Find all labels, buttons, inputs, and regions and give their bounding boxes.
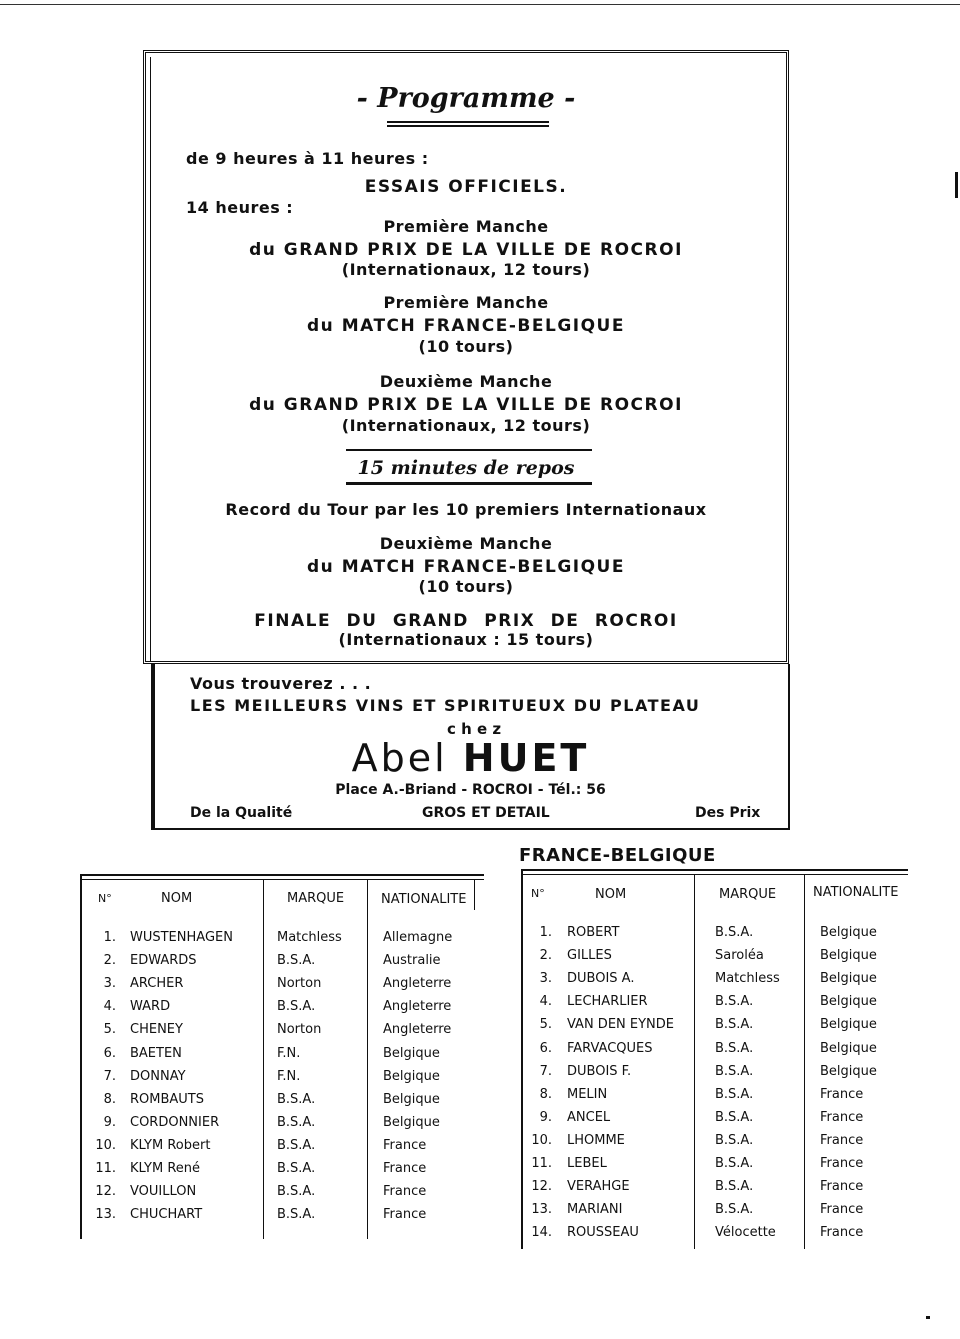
rider-marque: B.S.A. — [715, 1017, 754, 1033]
rider-name: CORDONNIER — [130, 1114, 220, 1130]
rider-marque: B.S.A. — [715, 1040, 754, 1056]
rider-nationalite: Belgique — [383, 1114, 440, 1130]
row-number: 6. — [539, 1040, 552, 1056]
rider-marque: B.S.A. — [277, 1114, 316, 1130]
rider-name: ROUSSEAU — [567, 1225, 639, 1241]
programme-title-rule — [387, 121, 549, 127]
block4-line-c: (10 tours) — [418, 577, 514, 596]
left-header-num: N° — [98, 892, 112, 905]
block3-line-b: du GRAND PRIX DE LA VILLE DE ROCROI — [249, 395, 683, 415]
block2-line-c: (10 tours) — [418, 337, 514, 356]
schedule-morning: de 9 heures à 11 heures : — [186, 149, 429, 168]
rider-nationalite: France — [820, 1225, 864, 1241]
rider-name: ANCEL — [567, 1109, 611, 1125]
row-number: 12. — [95, 1184, 116, 1200]
rider-name: DUBOIS F. — [567, 1063, 632, 1079]
rider-marque: F.N. — [277, 1045, 301, 1061]
rider-name: KLYM Robert — [130, 1137, 211, 1153]
schedule-afternoon: 14 heures : — [186, 198, 294, 217]
left-table-divider-3 — [474, 880, 475, 910]
rider-name: LHOMME — [567, 1132, 625, 1148]
row-number: 2. — [103, 953, 116, 969]
rider-nationalite: France — [383, 1184, 427, 1200]
right-table-top-rule — [521, 869, 908, 871]
rider-marque: B.S.A. — [715, 1202, 754, 1218]
rider-nationalite: Angleterre — [383, 976, 452, 992]
rider-name: CHENEY — [130, 1022, 183, 1038]
rider-marque: B.S.A. — [715, 1132, 754, 1148]
rider-marque: Norton — [277, 976, 322, 992]
row-number: 5. — [103, 1022, 116, 1038]
rider-name: MELIN — [567, 1086, 608, 1102]
advert-line1: Vous trouverez . . . — [190, 674, 372, 693]
rider-name: BAETEN — [130, 1045, 182, 1061]
advert-left-note: De la Qualité — [190, 805, 293, 821]
rider-marque: B.S.A. — [715, 1086, 754, 1102]
row-number: 10. — [531, 1132, 552, 1148]
rider-name: GILLES — [567, 948, 612, 964]
rider-nationalite: Belgique — [820, 925, 877, 940]
rider-nationalite: France — [383, 1137, 427, 1153]
right-header-marque: MARQUE — [719, 887, 777, 902]
row-number: 14. — [531, 1225, 552, 1241]
rider-name: DONNAY — [130, 1068, 186, 1084]
block4-line-b: du MATCH FRANCE-BELGIQUE — [307, 557, 625, 577]
right-header-num: N° — [531, 887, 545, 900]
rider-marque: Saroléa — [715, 948, 764, 964]
row-number: 3. — [103, 976, 116, 992]
rider-marque: Vélocette — [715, 1225, 776, 1241]
rider-marque: Norton — [277, 1022, 322, 1038]
rider-marque: B.S.A. — [277, 1137, 316, 1153]
advert-box — [151, 664, 790, 830]
rider-name: LEBEL — [567, 1156, 607, 1171]
repos-rule-top — [346, 449, 592, 451]
rider-name: ARCHER — [130, 976, 184, 992]
block1-line-b: du GRAND PRIX DE LA VILLE DE ROCROI — [249, 240, 683, 260]
rider-nationalite: Belgique — [383, 1091, 440, 1107]
rider-marque: B.S.A. — [715, 1063, 754, 1079]
right-table-divider-2 — [804, 875, 805, 1249]
rider-marque: B.S.A. — [277, 999, 316, 1015]
rider-name: VOUILLON — [130, 1184, 197, 1200]
finale-line-b: (Internationaux : 15 tours) — [338, 630, 594, 649]
row-number: 1. — [539, 925, 552, 940]
rider-nationalite: France — [383, 1207, 427, 1223]
rider-marque: B.S.A. — [715, 1156, 754, 1171]
row-number: 8. — [539, 1086, 552, 1102]
row-number: 3. — [539, 971, 552, 987]
rider-nationalite: Belgique — [820, 994, 877, 1010]
left-entrants-table — [80, 874, 484, 1239]
page-top-rule — [0, 4, 960, 5]
row-number: 10. — [95, 1137, 116, 1153]
row-number: 6. — [103, 1045, 116, 1061]
rider-nationalite: Belgique — [820, 1017, 877, 1033]
block2-line-b: du MATCH FRANCE-BELGIQUE — [307, 316, 625, 336]
right-table-divider-1 — [694, 875, 695, 1249]
rider-name: KLYM René — [130, 1161, 201, 1176]
advert-address: Place A.-Briand - ROCROI - Tél.: 56 — [335, 782, 606, 798]
rider-marque: B.S.A. — [715, 925, 754, 940]
rider-nationalite: France — [820, 1086, 864, 1102]
row-number: 7. — [103, 1068, 116, 1084]
rider-nationalite: Belgique — [383, 1045, 440, 1061]
rider-name: DUBOIS A. — [567, 971, 635, 987]
programme-title: - Programme - — [356, 83, 576, 114]
row-number: 2. — [539, 948, 552, 964]
rider-nationalite: Australie — [383, 953, 441, 969]
rider-marque: B.S.A. — [277, 953, 316, 969]
row-number: 9. — [103, 1114, 116, 1130]
rider-marque: B.S.A. — [277, 1161, 316, 1176]
repos-rule-bottom — [346, 482, 592, 485]
left-table-divider-1 — [263, 880, 264, 1239]
rider-name: EDWARDS — [130, 953, 197, 969]
left-table-top-rule2 — [80, 879, 484, 880]
rider-name: WARD — [130, 999, 171, 1015]
block3-line-a: Deuxième Manche — [379, 372, 553, 391]
rider-name: CHUCHART — [130, 1207, 203, 1223]
row-number: 4. — [103, 999, 116, 1015]
row-number: 1. — [103, 930, 116, 945]
rider-marque: B.S.A. — [715, 1109, 754, 1125]
repos-heading: 15 minutes de repos — [357, 457, 575, 479]
row-number: 8. — [103, 1091, 116, 1107]
left-header-nationalite: NATIONALITE — [381, 892, 467, 907]
left-table-divider-2 — [367, 880, 368, 1239]
rider-nationalite: Belgique — [820, 1040, 877, 1056]
rider-nationalite: France — [820, 1109, 864, 1125]
row-number: 9. — [539, 1109, 552, 1125]
rider-marque: B.S.A. — [715, 994, 754, 1010]
left-header-marque: MARQUE — [287, 891, 345, 906]
essais-officiels: ESSAIS OFFICIELS. — [364, 177, 568, 197]
rider-nationalite: Angleterre — [383, 999, 452, 1015]
scan-mark-bottom — [926, 1316, 930, 1319]
row-number: 11. — [95, 1161, 116, 1176]
rider-name: ROBERT — [567, 925, 620, 940]
rider-name: VERAHGE — [567, 1179, 630, 1195]
right-header-nom: NOM — [595, 887, 627, 902]
row-number: 13. — [95, 1207, 116, 1223]
row-number: 13. — [531, 1202, 552, 1218]
rider-marque: B.S.A. — [277, 1207, 316, 1223]
france-belgique-title: FRANCE-BELGIQUE — [519, 845, 716, 866]
left-header-nom: NOM — [161, 891, 193, 906]
rider-nationalite: Belgique — [820, 948, 877, 964]
advert-center-note: GROS ET DETAIL — [422, 805, 550, 821]
record-line: Record du Tour par les 10 premiers Internationaux — [225, 500, 707, 519]
rider-nationalite: Belgique — [383, 1068, 440, 1084]
right-table-top-rule2 — [521, 874, 908, 875]
rider-nationalite: Angleterre — [383, 1022, 452, 1038]
left-table-edge — [80, 874, 82, 1239]
rider-name: FARVACQUES — [567, 1040, 653, 1056]
rider-name: LECHARLIER — [567, 994, 648, 1010]
left-table-top-rule — [80, 874, 484, 876]
advert-right-note: Des Prix — [695, 805, 761, 821]
advert-name-last: HUET — [462, 736, 590, 780]
scan-mark — [955, 172, 958, 198]
right-header-nationalite: NATIONALITE — [813, 885, 899, 900]
finale-line-a: FINALE DU GRAND PRIX DE ROCROI — [254, 611, 678, 631]
rider-marque: B.S.A. — [277, 1091, 316, 1107]
rider-nationalite: France — [820, 1202, 864, 1218]
block2-line-a: Première Manche — [383, 293, 549, 312]
row-number: 4. — [539, 994, 552, 1010]
rider-name: MARIANI — [567, 1202, 623, 1218]
rider-nationalite: Belgique — [820, 1063, 877, 1079]
row-number: 7. — [539, 1063, 552, 1079]
right-entrants-table — [521, 869, 908, 1249]
rider-marque: F.N. — [277, 1068, 301, 1084]
row-number: 5. — [539, 1017, 552, 1033]
rider-nationalite: France — [383, 1161, 427, 1176]
rider-name: ROMBAUTS — [130, 1091, 205, 1107]
block4-line-a: Deuxième Manche — [379, 534, 553, 553]
rider-nationalite: Allemagne — [383, 930, 453, 945]
rider-marque: B.S.A. — [715, 1179, 754, 1195]
rider-marque: B.S.A. — [277, 1184, 316, 1200]
rider-nationalite: France — [820, 1179, 864, 1195]
advert-merchant-name — [153, 736, 788, 780]
advert-chez: c h e z — [447, 720, 502, 738]
programme-box — [143, 50, 789, 664]
rider-nationalite: Belgique — [820, 971, 877, 987]
row-number: 11. — [531, 1156, 552, 1171]
rider-name: WUSTENHAGEN — [130, 930, 233, 945]
rider-name: VAN DEN EYNDE — [567, 1017, 674, 1033]
rider-marque: Matchless — [277, 930, 342, 945]
advert-name-first: Abel — [351, 736, 448, 780]
block1-line-a: Première Manche — [383, 217, 549, 236]
block3-line-c: (Internationaux, 12 tours) — [341, 416, 591, 435]
right-table-edge — [521, 869, 523, 1249]
block1-line-c: (Internationaux, 12 tours) — [341, 260, 591, 279]
row-number: 12. — [531, 1179, 552, 1195]
rider-nationalite: France — [820, 1156, 864, 1171]
rider-nationalite: France — [820, 1132, 864, 1148]
advert-line2: LES MEILLEURS VINS ET SPIRITUEUX DU PLATEAU — [190, 696, 701, 715]
rider-marque: Matchless — [715, 971, 780, 987]
